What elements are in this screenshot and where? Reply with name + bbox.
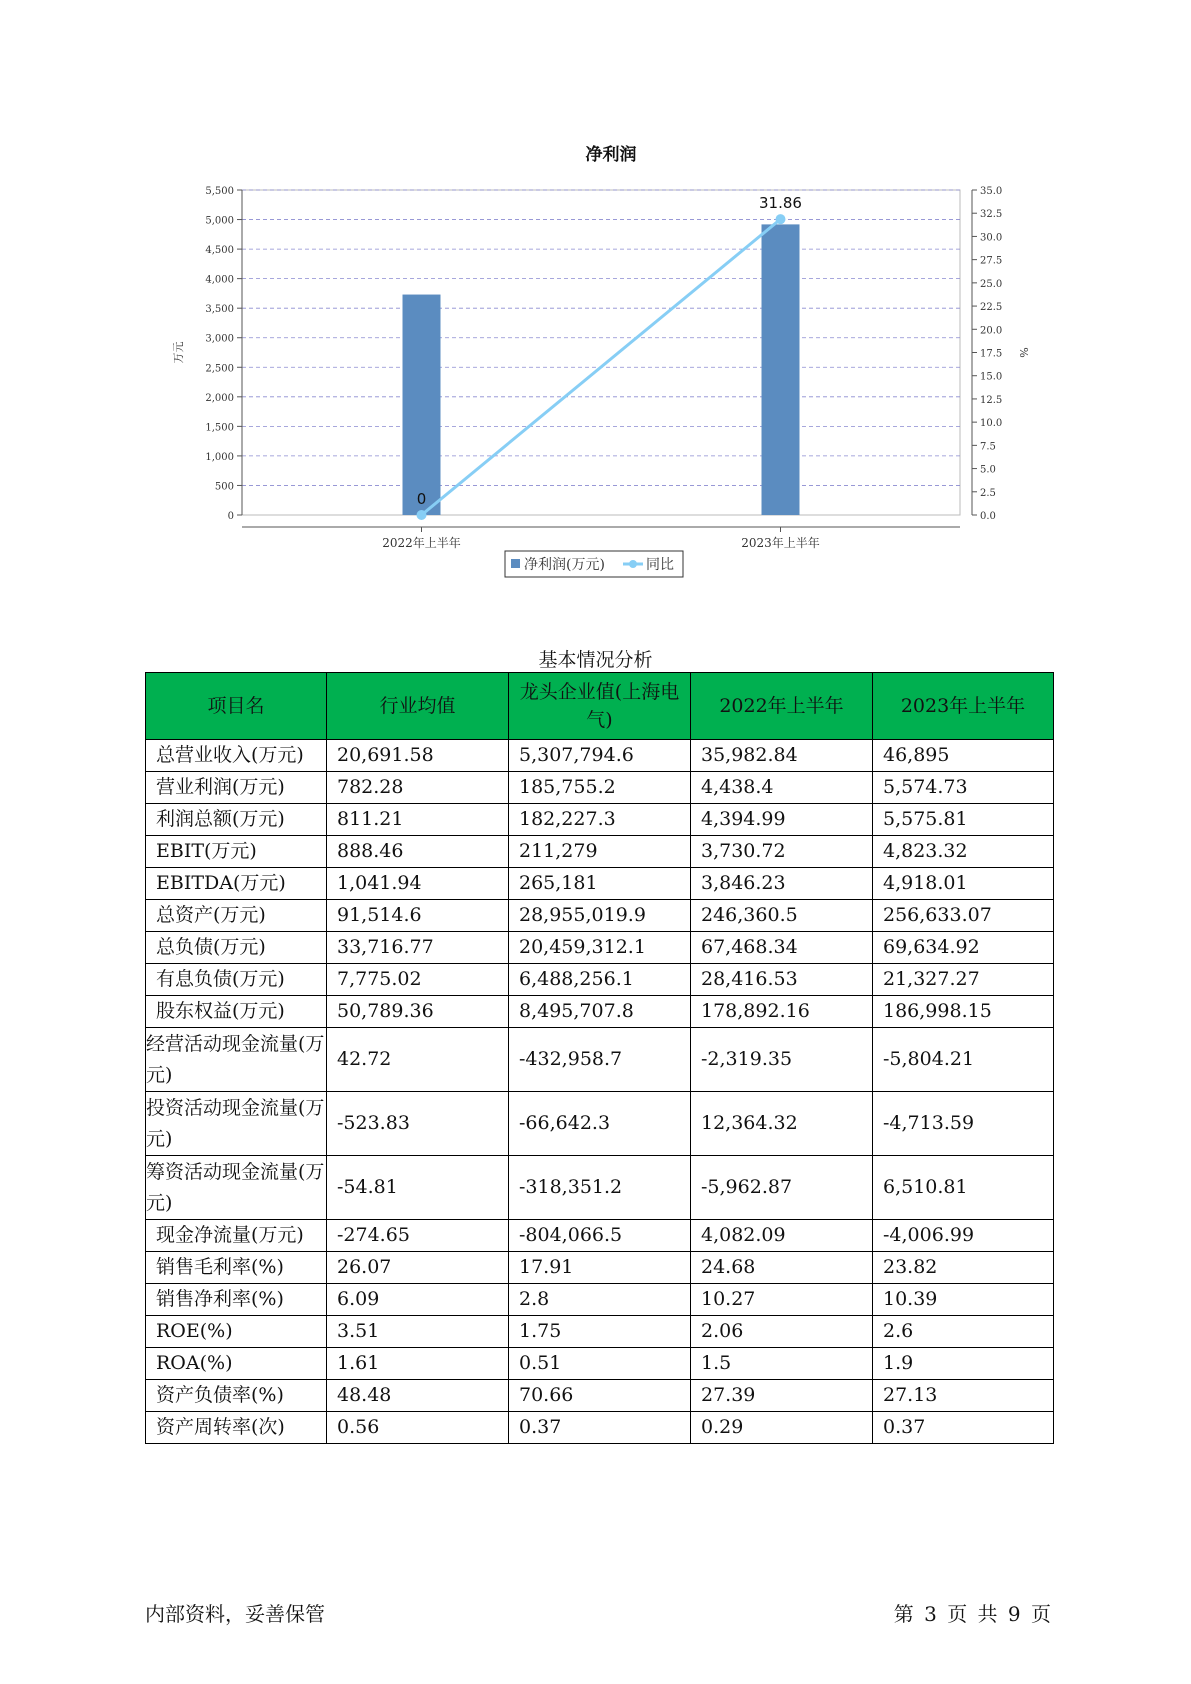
table-cell: 28,416.53: [691, 964, 873, 996]
y2-axis-label: %: [1017, 347, 1030, 358]
table-row: [146, 1156, 1054, 1220]
table-row: [146, 1220, 1054, 1252]
row-label: 股东权益(万元): [146, 996, 327, 1028]
table-cell: -54.81: [327, 1156, 509, 1220]
row-label: EBITDA(万元): [146, 868, 327, 900]
table-cell: 67,468.34: [691, 932, 873, 964]
y-tick-label: 3,000: [205, 333, 234, 345]
table-cell: 50,789.36: [327, 996, 509, 1028]
table-cell: 69,634.92: [873, 932, 1054, 964]
table-cell: 2.6: [873, 1316, 1054, 1348]
header-industry-avg: 行业均值: [327, 673, 509, 740]
legend-bar-swatch: [511, 559, 520, 568]
table-header-row: [146, 673, 1054, 740]
y2-tick-label: 7.5: [980, 441, 996, 453]
row-label: 资产周转率(次): [146, 1412, 327, 1444]
table-cell: 48.48: [327, 1380, 509, 1412]
table-cell: 3.51: [327, 1316, 509, 1348]
table-cell: 186,998.15: [873, 996, 1054, 1028]
table-cell: 35,982.84: [691, 740, 873, 772]
table-cell: -4,006.99: [873, 1220, 1054, 1252]
table-cell: 4,918.01: [873, 868, 1054, 900]
table-row: [146, 996, 1054, 1028]
table-cell: 178,892.16: [691, 996, 873, 1028]
net-profit-chart: [160, 130, 1040, 600]
y2-tick-label: 25.0: [980, 278, 1003, 290]
footer-confidential: 内部资料，妥善保管: [145, 1602, 325, 1626]
table-cell: 0.56: [327, 1412, 509, 1444]
header-2023h1: 2023年上半年: [873, 673, 1054, 740]
table-cell: 3,846.23: [691, 868, 873, 900]
table-cell: 811.21: [327, 804, 509, 836]
header-name: 项目名: [146, 673, 327, 740]
row-label: 利润总额(万元): [146, 804, 327, 836]
y-tick-label: 5,000: [205, 215, 234, 227]
yoy-data-label: 0: [416, 490, 427, 508]
table-cell: 256,633.07: [873, 900, 1054, 932]
y2-tick-label: 10.0: [980, 418, 1003, 430]
table-cell: 7,775.02: [327, 964, 509, 996]
plot-area: [242, 190, 960, 515]
table-cell: 782.28: [327, 772, 509, 804]
table-cell: 3,730.72: [691, 836, 873, 868]
table-cell: 265,181: [509, 868, 691, 900]
yoy-data-label: 31.86: [759, 194, 802, 213]
table-row: [146, 1412, 1054, 1444]
y-tick-label: 1,500: [205, 422, 234, 434]
y-tick-label: 500: [214, 481, 234, 493]
table-cell: 8,495,707.8: [509, 996, 691, 1028]
row-label: 总资产(万元): [146, 900, 327, 932]
y2-tick-label: 5.0: [980, 464, 996, 476]
table-cell: -432,958.7: [509, 1028, 691, 1092]
table-cell: 5,575.81: [873, 804, 1054, 836]
table-cell: 91,514.6: [327, 900, 509, 932]
table-cell: -274.65: [327, 1220, 509, 1252]
table-row: [146, 772, 1054, 804]
yoy-point: [776, 214, 786, 224]
row-label: 现金净流量(万元): [146, 1220, 327, 1252]
y2-tick-label: 35.0: [980, 186, 1003, 197]
table-cell: 2.8: [509, 1284, 691, 1316]
legend-line-marker: [629, 560, 637, 568]
row-label: EBIT(万元): [146, 836, 327, 868]
table-row: [146, 932, 1054, 964]
table-cell: 26.07: [327, 1252, 509, 1284]
table-title: 基本情况分析: [538, 649, 653, 671]
table-cell: 5,307,794.6: [509, 740, 691, 772]
y2-tick-label: 27.5: [980, 255, 1003, 267]
y2-tick-label: 0.0: [980, 511, 996, 522]
yoy-point: [417, 510, 427, 520]
table-row: [146, 868, 1054, 900]
table-row: [146, 1252, 1054, 1284]
y2-tick-label: 20.0: [980, 325, 1003, 337]
row-label: 销售毛利率(%): [146, 1252, 327, 1284]
row-label: 资产负债率(%): [146, 1380, 327, 1412]
table-row: [146, 1380, 1054, 1412]
y2-tick-label: 12.5: [980, 394, 1003, 406]
y2-tick-label: 32.5: [980, 209, 1003, 221]
table-row: [146, 900, 1054, 932]
y-tick-label: 4,000: [205, 274, 234, 286]
x-tick-label: 2023年上半年: [741, 536, 820, 550]
table-cell: 2.06: [691, 1316, 873, 1348]
table-cell: 182,227.3: [509, 804, 691, 836]
table-cell: -804,066.5: [509, 1220, 691, 1252]
legend-bar-label: 净利润(万元): [524, 557, 605, 573]
table-cell: 0.29: [691, 1412, 873, 1444]
table-row: [146, 1028, 1054, 1092]
row-label: 有息负债(万元): [146, 964, 327, 996]
row-label: 总营业收入(万元): [146, 740, 327, 772]
table-cell: 185,755.2: [509, 772, 691, 804]
table-cell: 20,691.58: [327, 740, 509, 772]
y2-tick-label: 2.5: [980, 487, 996, 499]
row-label: 营业利润(万元): [146, 772, 327, 804]
y2-tick-label: 15.0: [980, 371, 1003, 383]
table-cell: 1.61: [327, 1348, 509, 1380]
header-2022h1: 2022年上半年: [691, 673, 873, 740]
table-cell: 27.39: [691, 1380, 873, 1412]
table-cell: -318,351.2: [509, 1156, 691, 1220]
table-cell: 6.09: [327, 1284, 509, 1316]
table-cell: 20,459,312.1: [509, 932, 691, 964]
row-label: 经营活动现金流量(万元): [146, 1028, 327, 1092]
x-tick-label: 2022年上半年: [382, 536, 461, 550]
table-row: [146, 836, 1054, 868]
table-cell: 246,360.5: [691, 900, 873, 932]
table-cell: 0.37: [873, 1412, 1054, 1444]
row-label: 总负债(万元): [146, 932, 327, 964]
table-cell: 70.66: [509, 1380, 691, 1412]
table-cell: 4,394.99: [691, 804, 873, 836]
y2-tick-label: 22.5: [980, 302, 1003, 314]
table-cell: 1.9: [873, 1348, 1054, 1380]
row-label: 筹资活动现金流量(万元): [146, 1156, 327, 1220]
table-cell: 4,082.09: [691, 1220, 873, 1252]
footer-page-number: 第 3 页 共 9 页: [893, 1602, 1051, 1626]
table-cell: 4,438.4: [691, 772, 873, 804]
table-row: [146, 964, 1054, 996]
table-cell: 24.68: [691, 1252, 873, 1284]
y2-tick-label: 30.0: [980, 232, 1003, 244]
table-cell: 5,574.73: [873, 772, 1054, 804]
table-cell: 33,716.77: [327, 932, 509, 964]
table-cell: 0.37: [509, 1412, 691, 1444]
row-label: 销售净利率(%): [146, 1284, 327, 1316]
table-cell: -4,713.59: [873, 1092, 1054, 1156]
table-row: [146, 1316, 1054, 1348]
chart-svg: [160, 130, 1040, 600]
table-cell: 211,279: [509, 836, 691, 868]
table-cell: 1,041.94: [327, 868, 509, 900]
table-cell: 888.46: [327, 836, 509, 868]
table-cell: 4,823.32: [873, 836, 1054, 868]
table-cell: 12,364.32: [691, 1092, 873, 1156]
analysis-table: [145, 672, 1054, 1444]
table-row: [146, 740, 1054, 772]
chart-title: 净利润: [585, 145, 637, 165]
y-tick-label: 0: [227, 511, 234, 522]
table-cell: 42.72: [327, 1028, 509, 1092]
y-tick-label: 1,000: [205, 451, 234, 463]
table-cell: 6,488,256.1: [509, 964, 691, 996]
y-tick-label: 5,500: [205, 186, 234, 197]
header-leader: 龙头企业值(上海电气): [509, 673, 691, 740]
table-cell: 10.39: [873, 1284, 1054, 1316]
table-cell: 17.91: [509, 1252, 691, 1284]
table-cell: 27.13: [873, 1380, 1054, 1412]
table-cell: 46,895: [873, 740, 1054, 772]
table-row: [146, 804, 1054, 836]
row-label: ROA(%): [146, 1348, 327, 1380]
table-cell: 0.51: [509, 1348, 691, 1380]
table-cell: -66,642.3: [509, 1092, 691, 1156]
table-body: [146, 740, 1054, 1444]
table-cell: -2,319.35: [691, 1028, 873, 1092]
table-cell: 10.27: [691, 1284, 873, 1316]
bar: [403, 295, 441, 515]
table-cell: -5,804.21: [873, 1028, 1054, 1092]
table-row: [146, 1092, 1054, 1156]
y-tick-label: 3,500: [205, 304, 234, 316]
table-cell: 28,955,019.9: [509, 900, 691, 932]
table-row: [146, 1348, 1054, 1380]
table-cell: 1.75: [509, 1316, 691, 1348]
bar: [762, 224, 800, 515]
table-row: [146, 1284, 1054, 1316]
table-cell: -5,962.87: [691, 1156, 873, 1220]
table-cell: 6,510.81: [873, 1156, 1054, 1220]
table-cell: 21,327.27: [873, 964, 1054, 996]
y2-tick-label: 17.5: [980, 348, 1003, 360]
y-tick-label: 2,000: [205, 392, 234, 404]
row-label: 投资活动现金流量(万元): [146, 1092, 327, 1156]
y-axis-label: 万元: [172, 341, 185, 364]
y-tick-label: 4,500: [205, 245, 234, 257]
y-tick-label: 2,500: [205, 363, 234, 375]
table-cell: 23.82: [873, 1252, 1054, 1284]
legend-line-label: 同比: [646, 557, 674, 573]
table-cell: 1.5: [691, 1348, 873, 1380]
row-label: ROE(%): [146, 1316, 327, 1348]
table-cell: -523.83: [327, 1092, 509, 1156]
